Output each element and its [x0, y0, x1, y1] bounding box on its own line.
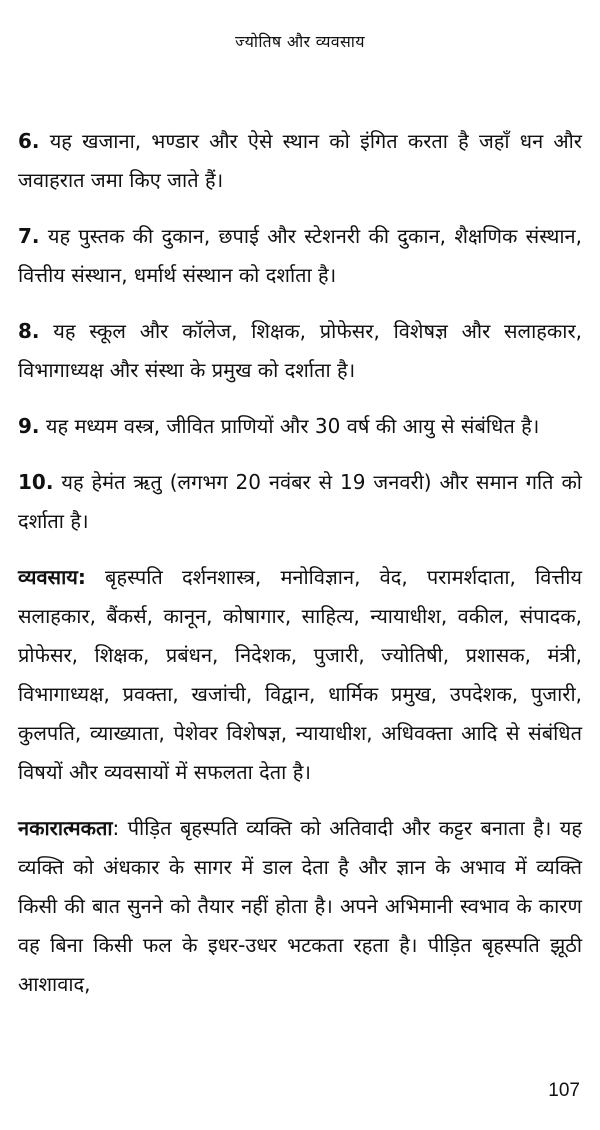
item-text: यह खजाना, भण्डार और ऐसे स्थान को इंगित करता है जहाँ धन और जवाहरात जमा किए जाते हैं। — [18, 129, 582, 192]
item-text: यह हेमंत ऋतु (लगभग 20 नवंबर से 19 जनवरी) और समान गति को दर्शाता है। — [18, 470, 582, 533]
page-body — [18, 122, 582, 1021]
profession-text: बृहस्पति दर्शनशास्त्र, मनोविज्ञान, वेद, परामर्शदाता, वित्तीय सलाहकार, बैंकर्स, कानून, कोषागार, साहित्य, न्यायाधीश, वकील, संपादक, प्रोफेसर, शिक्षक, प्रबंधन, निदेशक, पुजारी, ज्योतिषी, प्रशासक, मंत्री, विभागाध्यक्ष, प्रवक्ता, खजांची, विद्वान, धार्मिक प्रमुख, उपदेशक, पुजारी, कुलपति, व्याख्याता, पेशेवर विशेषज्ञ, न्यायाधीश, अधिवक्ता आदि से संबंधित विषयों और व्यवसायों में सफलता देता है। — [18, 565, 582, 784]
running-header: ज्योतिष और व्यवसाय — [235, 32, 365, 51]
item-number: 6. — [18, 129, 40, 153]
item-text: यह स्कूल और कॉलेज, शिक्षक, प्रोफेसर, विशेषज्ञ और सलाहकार, विभागाध्यक्ष और संस्था के प्रमुख को दर्शाता है। — [18, 319, 582, 382]
list-item — [18, 217, 582, 295]
list-item — [18, 407, 582, 446]
item-number: 8. — [18, 319, 40, 343]
negativity-paragraph — [18, 809, 582, 1004]
negativity-text: : पीड़ित बृहस्पति व्यक्ति को अतिवादी और कट्टर बनाता है। यह व्यक्ति को अंधकार के सागर में डाल देता है और ज्ञान के अभाव में व्यक्ति किसी की बात सुनने को तैयार नहीं होता है। अपने अभिमानी स्वभाव के कारण वह बिना किसी फल के इधर-उधर भटकता रहता है। पीड़ित बृहस्पति झूठी आशावाद, — [18, 816, 582, 996]
profession-paragraph — [18, 558, 582, 792]
item-text: यह मध्यम वस्त्र, जीवित प्राणियों और 30 वर्ष की आयु से संबंधित है। — [39, 414, 540, 438]
item-number: 9. — [18, 414, 40, 438]
item-number: 7. — [18, 224, 40, 248]
list-item — [18, 122, 582, 200]
negativity-label: नकारात्मकता — [18, 816, 113, 840]
profession-label: व्यवसाय: — [18, 565, 86, 589]
list-item — [18, 463, 582, 541]
item-text: यह पुस्तक की दुकान, छपाई और स्टेशनरी की दुकान, शैक्षणिक संस्थान, वित्तीय संस्थान, धर्मार्थ संस्थान को दर्शाता है। — [18, 224, 582, 287]
page-number: 107 — [548, 1080, 580, 1101]
item-number: 10. — [18, 470, 54, 494]
list-item — [18, 312, 582, 390]
